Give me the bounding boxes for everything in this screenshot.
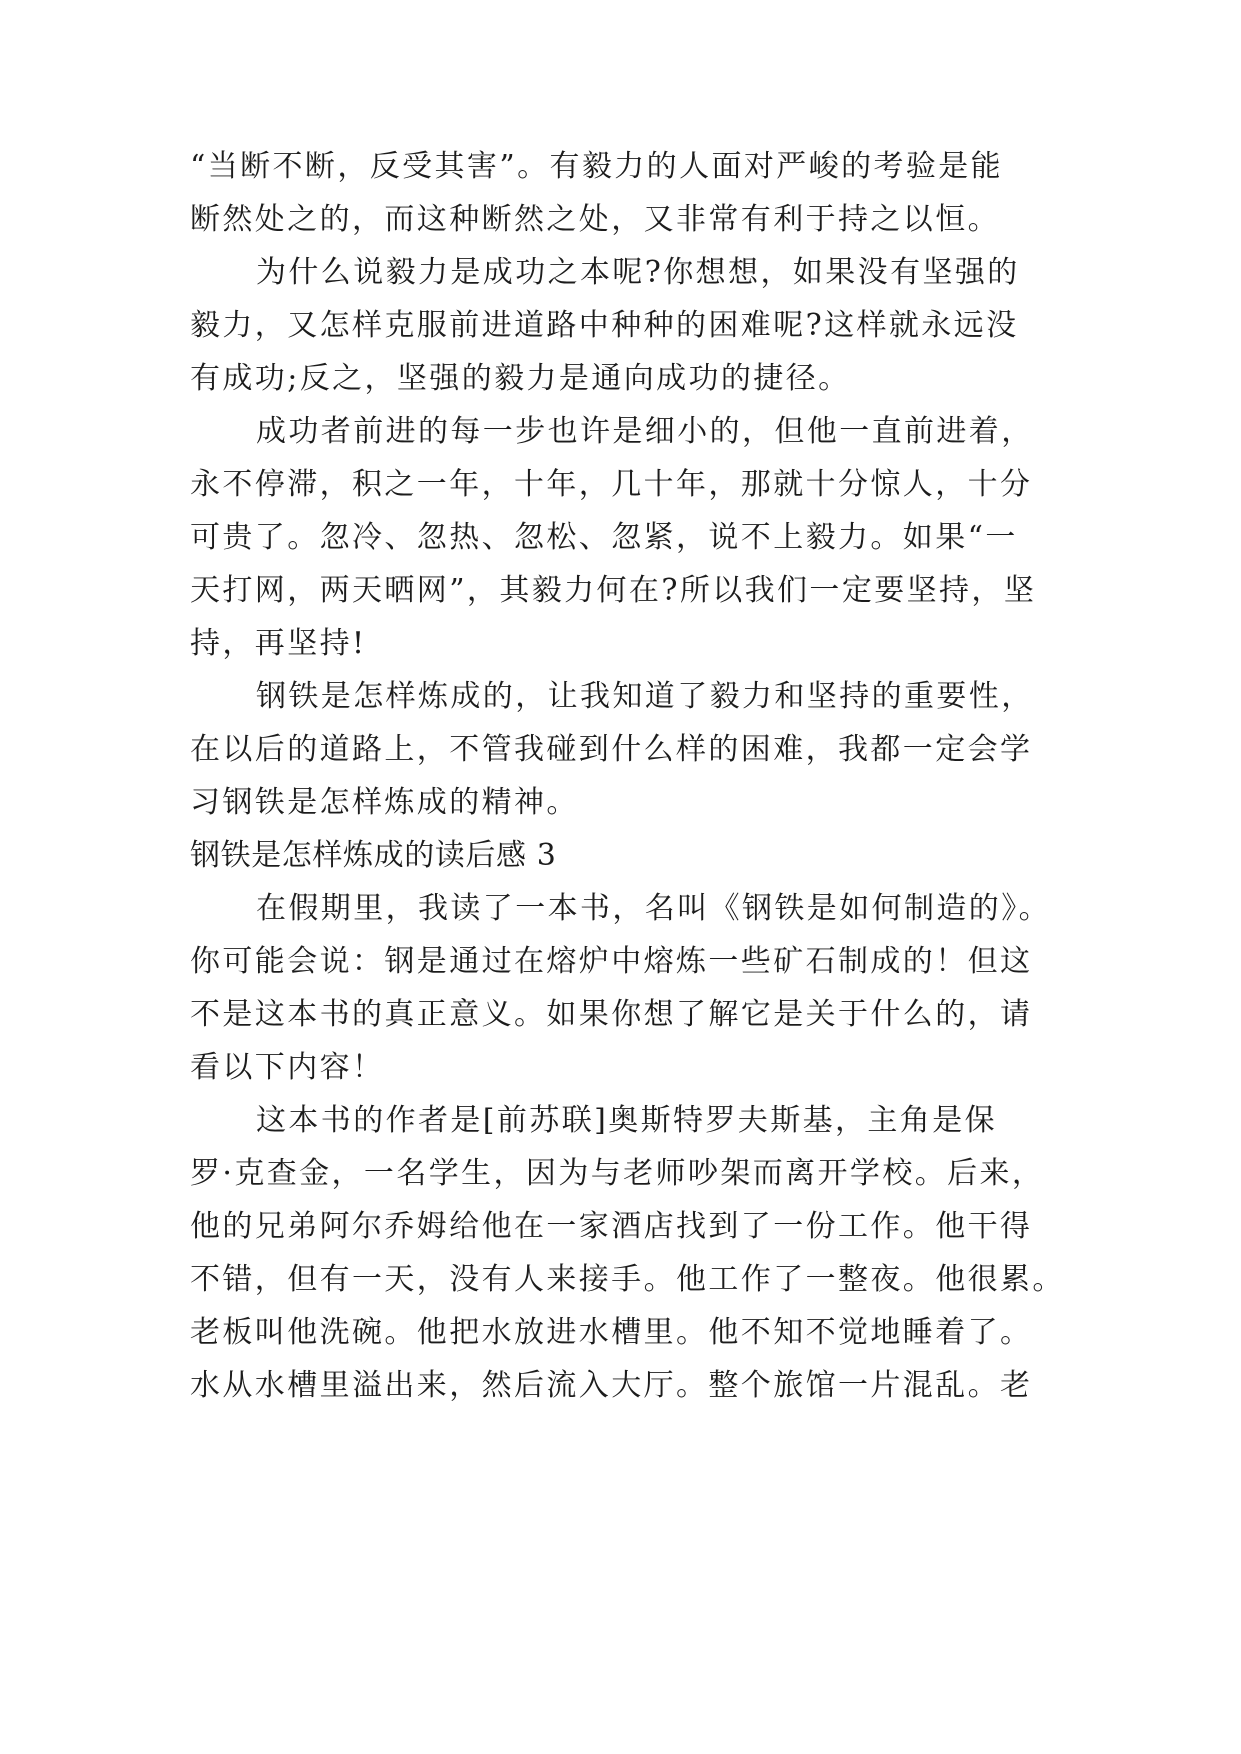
text-line: 他的兄弟阿尔乔姆给他在一家酒店找到了一份工作。他干得 xyxy=(190,1209,1033,1244)
text-line: 毅力，又怎样克服前进道路中种种的困难呢?这样就永远没 xyxy=(190,308,1019,343)
text-line: 不是这本书的真正意义。如果你想了解它是关于什么的，请 xyxy=(190,997,1033,1032)
text-line: 天打网，两天晒网”，其毅力何在?所以我们一定要坚持，坚 xyxy=(190,573,1037,608)
text-line: 习钢铁是怎样炼成的精神。 xyxy=(190,785,579,820)
paragraph-first-line: 这本书的作者是[前苏联]奥斯特罗夫斯基，主角是保 xyxy=(256,1103,998,1138)
text-line: 不错，但有一天，没有人来接手。他工作了一整夜。他很累。 xyxy=(190,1262,1065,1297)
paragraph-first-line: 钢铁是怎样炼成的，让我知道了毅力和坚持的重要性， xyxy=(256,679,1034,714)
paragraph-first-line: 成功者前进的每一步也许是细小的，但他一直前进着， xyxy=(256,414,1034,449)
text-line: 老板叫他洗碗。他把水放进水槽里。他不知不觉地睡着了。 xyxy=(190,1315,1033,1350)
paragraph-first-line: 为什么说毅力是成功之本呢?你想想，如果没有坚强的 xyxy=(256,255,1020,290)
text-line: 持，再坚持! xyxy=(190,626,367,661)
text-line: 水从水槽里溢出来，然后流入大厅。整个旅馆一片混乱。老 xyxy=(190,1368,1033,1403)
section-heading: 钢铁是怎样炼成的读后感 3 xyxy=(190,838,557,873)
text-line: 断然处之的，而这种断然之处，又非常有利于持之以恒。 xyxy=(190,202,1000,237)
text-line: 看以下内容！ xyxy=(190,1050,385,1085)
text-line: 永不停滞，积之一年，十年，几十年，那就十分惊人，十分 xyxy=(190,467,1033,502)
text-line: 有成功;反之，坚强的毅力是通向成功的捷径。 xyxy=(190,361,851,396)
text-line: “当断不断，反受其害”。有毅力的人面对严峻的考验是能 xyxy=(190,149,1004,184)
text-line: 你可能会说：钢是通过在熔炉中熔炼一些矿石制成的！但这 xyxy=(190,944,1033,979)
text-line: 罗·克查金，一名学生，因为与老师吵架而离开学校。后来， xyxy=(190,1156,1045,1191)
text-line: 在以后的道路上，不管我碰到什么样的困难，我都一定会学 xyxy=(190,732,1033,767)
paragraph-first-line: 在假期里，我读了一本书，名叫《钢铁是如何制造的》。 xyxy=(256,891,1051,926)
text-line: 可贵了。忽冷、忽热、忽松、忽紧，说不上毅力。如果“一 xyxy=(190,520,1018,555)
